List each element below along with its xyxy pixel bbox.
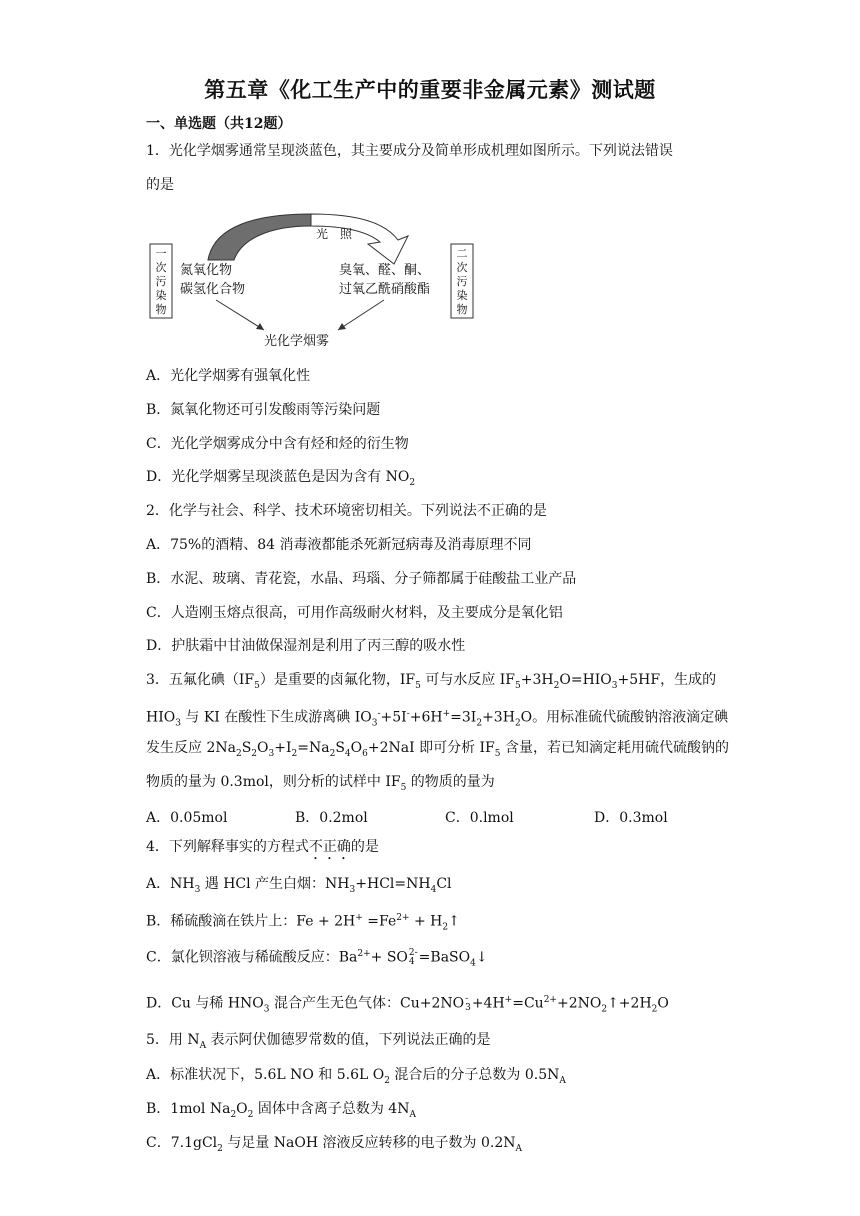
- q5-option-b: B．1mol $Na_2O_2$ 固体中含离子总数为 $4N_A$: [146, 1101, 416, 1120]
- light-label: 光 照: [316, 227, 353, 241]
- svg-text:物: 物: [456, 303, 468, 316]
- q3-stem-line1: 3．五氟化碘$(IF_5)$是重要的卤氟化物，$IF_5$ 可与水反应 $IF_5+3H_2O=HIO_3+5HF$，生成的: [146, 672, 717, 691]
- emphasis-not-correct: 不正确: [308, 839, 351, 855]
- arrow-left-to-smog: [216, 300, 264, 330]
- q4-stem: 4．下列解释事实的方程式不正确的是: [146, 839, 379, 855]
- secondary-pollutant-label: [457, 247, 468, 316]
- arrow-right-to-smog: [338, 300, 384, 330]
- q4-option-c: C．氯化钡溶液与稀硫酸反应：$Ba^{2+}+$ SO 2- 4 =BaSO$_4$↓: [146, 947, 488, 969]
- q1-option-c: C．光化学烟雾成分中含有烃和烃的衍生物: [146, 436, 409, 452]
- photochemical-smog-diagram: [146, 212, 486, 352]
- q4-option-a: A．$NH_3$ 遇 HCl 产生白烟：$NH_3+HCl=NH_4Cl$: [146, 876, 452, 895]
- q1-stem-line1: 1．光化学烟雾通常呈现淡蓝色，其主要成分及简单形成机理如图所示。下列说法错误: [146, 143, 673, 159]
- primary-pollutant-label: [156, 247, 167, 316]
- smog-label: 光化学烟雾: [264, 334, 330, 349]
- q2-option-c: C．人造刚玉熔点很高，可用作高级耐火材料，及主要成分是氧化铝: [146, 605, 563, 621]
- svg-text:一: 一: [155, 247, 167, 260]
- q1-option-a: A．光化学烟雾有强氧化性: [146, 368, 311, 384]
- q4-option-d: D．Cu 与稀 $HNO_3$ 混合产生无色气体：Cu+2NO - 3 $+4H^+=Cu^{2+}+2NO_2↑+2H_2O$: [146, 993, 669, 1015]
- reactant-hydrocarbons: 碳氢化合物: [180, 282, 246, 297]
- q4-option-b: B．稀硫酸滴在铁片上：$Fe + 2H^+ =Fe^{2+}$ + $H_2↑$: [146, 913, 460, 933]
- reactant-nitrogen-oxides: 氮氧化物: [180, 263, 233, 278]
- q1-option-b: B．氮氧化物还可引发酸雨等污染问题: [146, 402, 381, 418]
- q2-option-a: A．75%的酒精、84 消毒液都能杀死新冠病毒及消毒原理不同: [146, 537, 532, 553]
- q2-stem: 2．化学与社会、科学、技术环境密切相关。下列说法不正确的是: [146, 503, 547, 519]
- product-ozone-aldehyde-ketone: 臭氧、醛、酮、: [339, 263, 431, 278]
- q3-option-b: B．0.2mol: [295, 810, 368, 826]
- light-arc-dark: [208, 214, 311, 260]
- q3-option-a: A．0.05mol: [146, 810, 228, 826]
- svg-text:次: 次: [155, 261, 167, 274]
- q2-option-b: B．水泥、玻璃、青花瓷，水晶、玛瑙、分子筛都属于硅酸盐工业产品: [146, 571, 577, 587]
- section-heading: 一、单选题（共12题）: [146, 116, 292, 132]
- q3-stem-line2: $HIO_3$ 与 KI 在酸性下生成游离碘 $IO_3^-+5I^-+6H^+=3I_2+3H_2O$。用标准硫代硫酸钠溶液滴定碘: [146, 709, 729, 729]
- svg-text:物: 物: [155, 303, 167, 316]
- svg-text:二: 二: [456, 247, 468, 260]
- q1-stem-line2: 的是: [146, 177, 174, 193]
- page-title: 第五章《化工生产中的重要非金属元素》测试题: [204, 77, 656, 102]
- svg-text:污: 污: [155, 275, 167, 288]
- svg-text:染: 染: [456, 289, 468, 302]
- svg-text:次: 次: [456, 261, 468, 274]
- q2-option-d: D．护肤霜中甘油做保湿剂是利用了丙三醇的吸水性: [146, 638, 466, 654]
- q3-option-d: D．0.3mol: [594, 810, 668, 826]
- q5-option-a: A．标准状况下，5.6L NO 和 5.6L $O_2$ 混合后的分子总数为 $0.5N_A$: [146, 1067, 566, 1086]
- q5-stem: 5．用 $N_A$ 表示阿伏伽德罗常数的值，下列说法正确的是: [146, 1032, 491, 1051]
- q3-option-c: C．0.lmol: [445, 810, 514, 826]
- svg-text:污: 污: [456, 275, 468, 288]
- product-pan: 过氧乙酰硝酸酯: [339, 282, 431, 297]
- q3-stem-line3: 发生反应 $2Na_2S_2O_3+I_2=Na_2S_4O_6+2NaI$ 即可分析 $IF_5$ 含量，若已知滴定耗用硫代硫酸钠的: [146, 740, 729, 759]
- q1-option-d: D．光化学烟雾呈现淡蓝色是因为含有 $NO_2$: [146, 469, 416, 488]
- q3-stem-line4: 物质的量为 0.3mol，则分析的试样中 $IF_5$ 的物质的量为: [146, 774, 495, 793]
- svg-text:染: 染: [155, 289, 167, 302]
- q5-option-c: C．7.1gCl$_2$ 与足量 NaOH 溶液反应转移的电子数为 $0.2N_A$: [146, 1135, 522, 1154]
